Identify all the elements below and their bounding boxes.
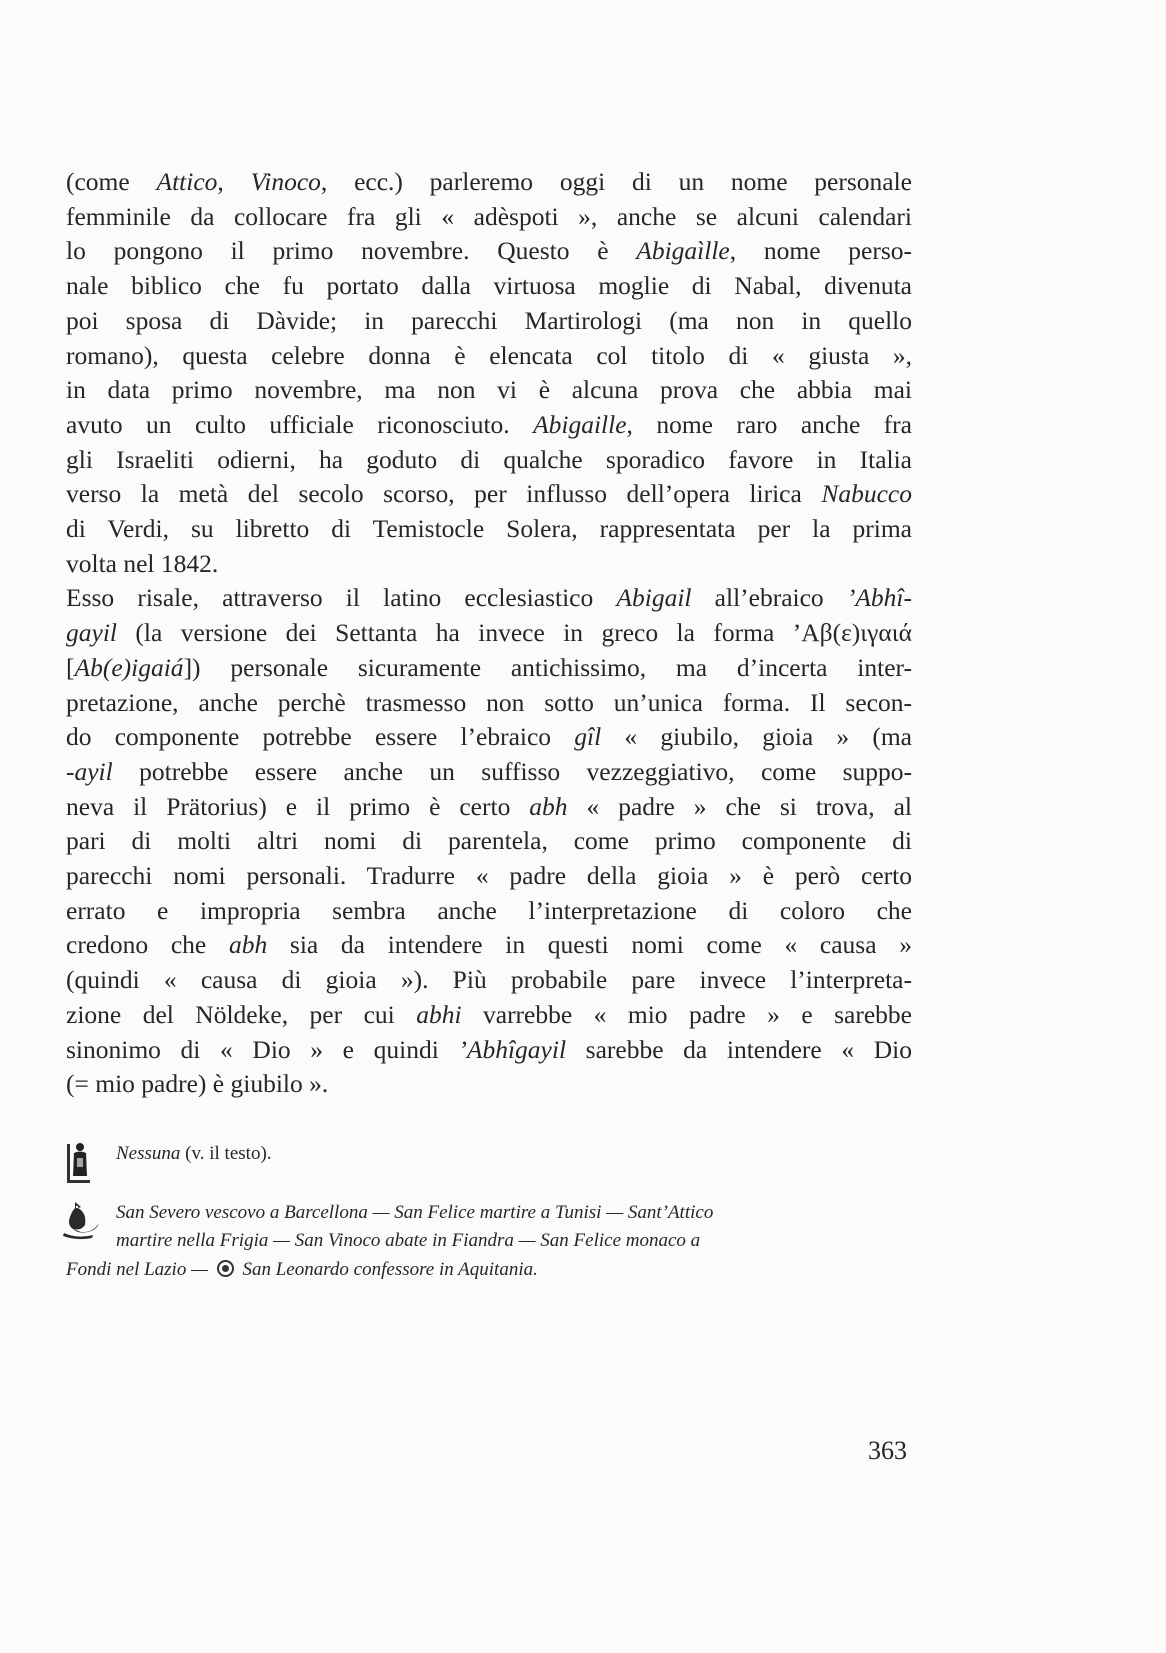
text-segment: gli Israeliti odierni, ha goduto di qualche sporadico favore in Italia [66, 444, 912, 474]
text-line [66, 789, 912, 825]
text-line [66, 719, 912, 755]
italic-term: abh [228, 930, 268, 960]
text-segment: ]) personale sicuramente antichissimo, ma d’incerta inter- [183, 652, 912, 682]
text-line [66, 615, 912, 651]
text-segment: nale biblico che fu portato dalla virtuosa moglie di Nabal, divenuta [66, 271, 912, 301]
saints-note-line-3: Fondi nel Lazio — San Leonardo confessore in Aquitania. [66, 1259, 538, 1280]
text-line [66, 893, 912, 929]
text-segment: pretazione, anche perchè trasmesso non sotto un’unica forma. Il secon- [66, 687, 912, 717]
text-line [66, 476, 912, 512]
text-line [66, 546, 912, 582]
saint-figure-icon [66, 1138, 91, 1184]
text-segment: (la versione dei Settanta ha invece in greco la forma ’Αβ(ε)ιγαιά [117, 618, 912, 648]
text-line [66, 164, 912, 200]
text-line [66, 650, 912, 686]
text-line [66, 754, 912, 790]
text-segment: zione del Nöldeke, per cui [66, 999, 417, 1029]
text-segment: romano), questa celebre donna è elencata col titolo di « giusta », [66, 340, 912, 370]
text-segment: Esso risale, attraverso il latino ecclesiastico [66, 583, 617, 613]
text-segment: , nome perso- [729, 236, 912, 266]
italic-term: Ab(e)igaiá [74, 652, 184, 682]
page-number: 363 [868, 1436, 907, 1465]
text-line [66, 268, 912, 304]
text-segment: poi sposa di Dàvide; in parecchi Martirologi (ma non in quello [66, 305, 912, 335]
text-line [66, 407, 912, 443]
italic-term: abhi [416, 999, 462, 1029]
italic-term: Nabucco [821, 479, 912, 509]
bullseye-icon [217, 1260, 234, 1277]
text-segment: all’ebraico [691, 583, 847, 613]
text-segment: sarebbe da intendere « Dio [566, 1034, 912, 1064]
text-line [66, 927, 912, 963]
italic-term: Abigaìlle [636, 236, 730, 266]
text-line [66, 511, 912, 547]
text-segment: femminile da collocare fra gli « adèspoti », anche se alcuni calendari [66, 201, 912, 231]
text-segment: , [217, 167, 251, 196]
text-line [66, 303, 912, 339]
patron-note [116, 1143, 272, 1165]
bird-emblem-icon [61, 1199, 101, 1241]
text-segment: potrebbe essere anche un suffisso vezzeggiativo, come suppo- [112, 756, 912, 786]
text-segment: (come [66, 167, 157, 196]
text-segment: , nome raro anche fra [626, 409, 912, 439]
text-segment: sia da intendere in questi nomi come « causa » [267, 930, 913, 960]
text-segment: (= mio padre) è giubilo ». [66, 1069, 329, 1099]
text-segment: do componente potrebbe essere l’ebraico [66, 722, 575, 752]
text-segment: in data primo novembre, ma non vi è alcuna prova che abbia mai [66, 375, 912, 405]
text-line [66, 233, 912, 269]
text-line [66, 823, 912, 859]
text-segment: credono che [66, 930, 229, 960]
patron-name: Nessuna [116, 1143, 181, 1164]
italic-term: -ayil [66, 756, 113, 786]
text-line [66, 997, 912, 1033]
italic-term: gîl [574, 722, 602, 752]
text-line [66, 372, 912, 408]
italic-term: Vinoco [250, 167, 321, 196]
text-line [66, 1066, 912, 1102]
text-segment: volta nel 1842. [66, 548, 219, 578]
text-line [66, 338, 912, 374]
italic-term: gayil [66, 618, 117, 648]
text-segment: di Verdi, su libretto di Temistocle Solera, rappresentata per la prima [66, 514, 912, 543]
text-line [66, 442, 912, 478]
italic-term: Abigail [616, 583, 692, 613]
text-segment: lo pongono il primo novembre. Questo è [66, 236, 637, 266]
text-line [66, 1032, 912, 1068]
italic-term: ’Abhî- [846, 583, 913, 613]
italic-term: ’Abhîgayil [458, 1034, 567, 1064]
text-segment: errato e impropria sembra anche l’interpretazione di coloro che [66, 895, 912, 925]
text-segment: neva il Prätorius) e il primo è certo [66, 791, 530, 821]
text-segment: « giubilo, gioia » (ma [601, 722, 912, 752]
text-segment: parecchi nomi personali. Tradurre « padre della gioia » è però certo [66, 861, 912, 890]
text-segment: avuto un culto ufficiale riconosciuto. [66, 409, 534, 439]
saints-note-line-2: martire nella Frigia — San Vinoco abate in Fiandra — San Felice monaco a [116, 1230, 701, 1251]
italic-term: Abigaille [533, 409, 627, 439]
italic-term: Attico [156, 167, 218, 196]
text-segment: varrebbe « mio padre » e sarebbe [461, 999, 912, 1029]
text-line [66, 858, 912, 894]
text-line [66, 962, 912, 998]
text-segment: verso la metà del secolo scorso, per influsso dell’opera lirica [66, 479, 822, 509]
italic-term: abh [529, 791, 568, 821]
patron-note-rest: (v. il testo). [180, 1143, 272, 1164]
saints-note-line-1: San Severo vescovo a Barcellona — San Felice martire a Tunisi — Sant’Attico [116, 1202, 714, 1223]
text-segment: (quindi « causa di gioia »). Più probabile pare invece l’interpreta- [66, 965, 912, 995]
text-line [66, 580, 912, 616]
text-segment: sinonimo di « Dio » e quindi [66, 1034, 459, 1064]
text-line [66, 199, 912, 235]
text-segment: pari di molti altri nomi di parentela, come primo componente di [66, 826, 912, 856]
text-segment: , ecc.) parleremo oggi di un nome personale [320, 167, 912, 196]
text-segment: « padre » che si trova, al [567, 791, 912, 821]
text-line [66, 685, 912, 721]
text-segment: [ [66, 652, 75, 682]
